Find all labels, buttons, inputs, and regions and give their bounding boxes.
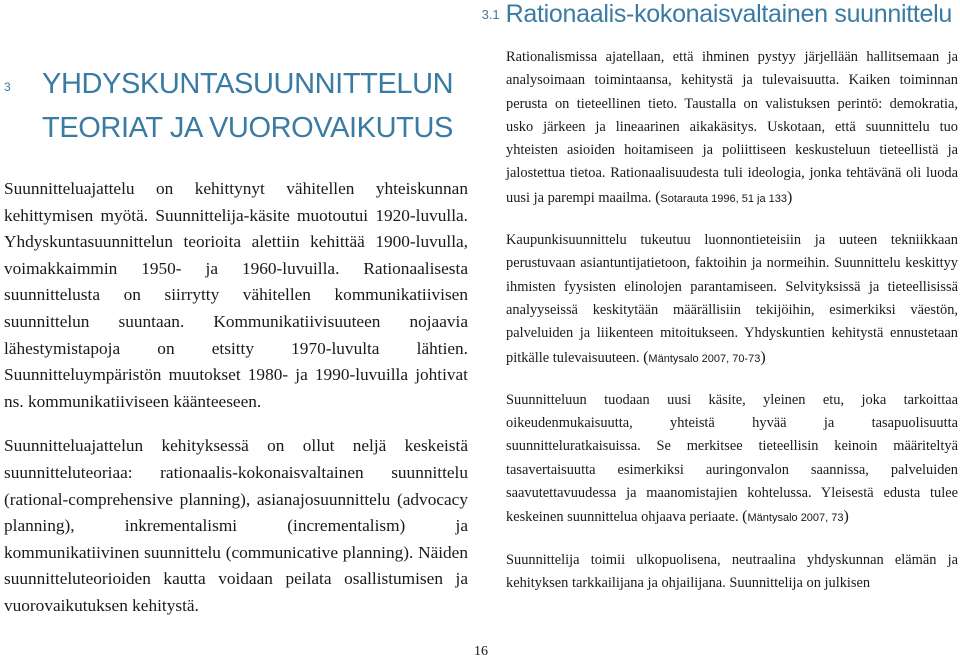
section-number: 3.1 xyxy=(481,7,500,22)
page-number: 16 xyxy=(474,644,488,659)
chapter-heading xyxy=(4,64,468,172)
chapter-title-line1: YHDYSKUNTASUUNNITTELUN xyxy=(42,68,454,100)
citation: Mäntysalo 2007, 70-73 xyxy=(648,352,761,365)
paragraph-text: Rationalismissa ajatellaan, että ihminen pystyy järjellään hallitsemaan ja analysoimaan toimintaansa, kehitystä ja tulevaisuutta. Kaiken toiminnan perusta on tieteellinen tieto. Taustalla on valistuksen perintö: demokratia, usko järkeen ja lineaarinen aikakäsitys. Uskotaan, että suunnittelu tuo yhteisten asioiden hoitamiseen ja poliittiseen keskusteluun tieteellistä ja jalostettua tietoa. Rationaalisuudesta tuli ideologia, jonka tehtävänä oli luoda uusi ja parempi maailma. xyxy=(506,49,958,206)
paragraph-text: Suunnitteluun tuodaan uusi käsite, yleinen etu, joka tarkoittaa oikeudenmukaisuutta, yhteistä hyvää ja tasapuolisuutta suunnitteluratkaisuissa. Se merkitsee tieteellisin keinoin määriteltyä tasavertaisuutta esimerkiksi auringonvalon saannissa, palveluiden saavutettavuudessa ja maanomistajien kohtelussa. Yleisestä edusta tulee keskeinen suunnittelua ohjaava periaate. xyxy=(506,391,958,526)
right-paragraph: Rationalismissa ajatellaan, että ihminen pystyy järjellään hallitsemaan ja analysoimaan toimintaansa, kehitystä ja tulevaisuutta. Kaiken toiminnan perusta on tieteellinen tieto. Taustalla on valistuksen perintö: demokratia, usko järkeen ja lineaarinen aikakäsitys. Uskotaan, että suunnittelu tuo yhteisten asioiden hoitamiseen ja poliittiseen keskusteluun tieteellistä ja jalostettua tietoa. Rationaalisuudesta tuli ideologia, jonka tehtävänä oli luoda uusi ja parempi maailma. (Sotarauta 1996, 51 ja 133) xyxy=(506,49,958,206)
chapter-number: 3 xyxy=(4,80,11,94)
right-paragraph xyxy=(506,549,958,596)
left-paragraph: Suunnitteluajattelun kehityksessä on ollut neljä keskeistä suunnitteluteoriaa: rationaalis-kokonaisvaltainen suunnittelu (rational-comprehensive planning), asianajosuunnittelu (advocacy planning), inkrementalismi (incrementalism) ja kommunikatiivinen suunnittelu (communicative planning). Näiden suunnitteluteorioiden kautta voidaan peilata osallistumisen ja vuorovaikutuksen kehitystä. xyxy=(4,436,468,615)
right-paragraph: Kaupunkisuunnittelu tukeutuu luonnontieteisiin ja uuteen tekniikkaan perustuvaan asiantuntijatietoon, faktoihin ja normeihin. Suunnittelu keskittyy ihmisten fyysisten elinolojen parantamiseen. Selvityksissä ja tieteellisissä analyyseissä keskitytään määrällisiin tekijöihin, esimerkiksi väestön, palveluiden ja liikenteen mitoitukseen. Yhdyskuntien kehitystä ennustetaan pitkälle tulevaisuuteen. (Mäntysalo 2007, 70-73) xyxy=(506,232,958,366)
left-paragraph: Suunnitteluajattelu on kehittynyt vähitellen yhteiskunnan kehittymisen myötä. Suunnittelija-käsite muotoutui 1920-luvulla. Yhdyskuntasuunnittelun teorioita alettiin kehittää 1900-luvulla, voimakkaimmin 1950- ja 1960-luvuilla. Rationaalisesta suunnittelusta on siirrytty vähitellen kommunikatiivisen suunnittelun suuntaan. Kommunikatiivisuuteen nojaavia lähestymistapoja on etsitty 1970-luvulta lähtien. Suunnitteluympäristön muutokset 1980- ja 1990-luvuilla johtivat ns. kommunikatiiviseen käänteeseen. xyxy=(4,179,468,411)
paragraph-text: Suunnittelija toimii ulkopuolisena, neutraalina yhdyskunnan elämän ja kehityksen tarkkailijana ja ohjailijana. Suunnittelija on julkisen xyxy=(506,551,958,591)
citation: Sotarauta 1996, 51 ja 133 xyxy=(660,192,788,205)
right-column xyxy=(506,46,958,613)
right-paragraph: Suunnitteluun tuodaan uusi käsite, yleinen etu, joka tarkoittaa oikeudenmukaisuutta, yhteistä hyvää ja tasapuolisuutta suunnitteluratkaisuissa. Se merkitsee tieteellisin keinoin määriteltyä tasavertaisuutta esimerkiksi auringonvalon saannissa, palveluiden saavutettavuudessa ja maanomistajien kohtelussa. Yleisestä edusta tulee keskeinen suunnittelua ohjaava periaate. (Mäntysalo 2007, 73) xyxy=(506,391,958,526)
paragraph-text: Kaupunkisuunnittelu tukeutuu luonnontieteisiin ja uuteen tekniikkaan perustuvaan asiantuntijatietoon, faktoihin ja normeihin. Suunnittelu keskittyy ihmisten fyysisten elinolojen parantamiseen. Selvityksissä ja tieteellisissä analyyseissä keskitytään määrällisiin tekijöihin, esimerkiksi väestön, palveluiden ja liikenteen mitoitukseen. Yhdyskuntien kehitystä ennustetaan pitkälle tulevaisuuteen. xyxy=(506,232,958,366)
section-heading xyxy=(482,0,952,30)
chapter-title-line2: TEORIAT JA VUOROVAIKUTUS xyxy=(42,112,453,144)
citation: Mäntysalo 2007, 73 xyxy=(747,512,844,525)
section-title: Rationaalis-kokonaisvaltainen suunnittelu xyxy=(505,0,952,28)
left-column xyxy=(4,64,468,638)
